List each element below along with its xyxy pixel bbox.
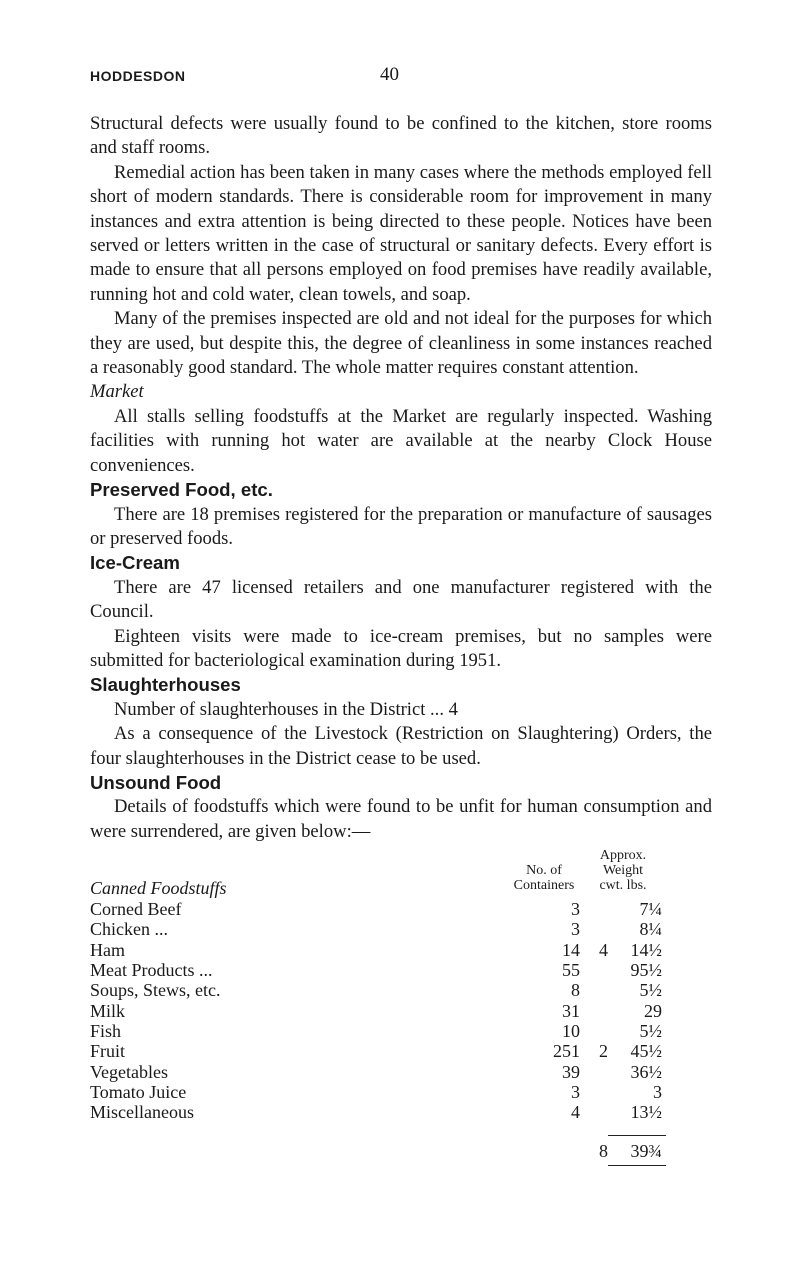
paragraph-ice-cream-retailers: There are 47 licensed retailers and one manufacturer registered with the Council. [90,576,712,623]
row-containers: 10 [562,1020,580,1041]
heading-ice-cream: Ice-Cream [90,552,180,574]
containers-header-line: Containers [513,878,575,894]
row-containers: 3 [571,919,580,940]
row-cwt: 2 [599,1041,608,1062]
table-row [90,1001,712,1022]
row-cwt: 4 [599,939,608,960]
heading-market: Market [90,381,144,403]
row-item: Miscellaneous [90,1102,194,1123]
total-rule-top [608,1135,666,1136]
table-row [90,1102,712,1123]
row-item: Fruit [90,1041,126,1062]
paragraph-preserved-food: There are 18 premises registered for the preparation or manufacture of sausages or preserved foods. [90,503,712,549]
row-item: Milk [90,1000,126,1021]
body-text [90,112,712,844]
row-item: Vegetables [90,1061,168,1082]
row-lbs: 13½ [630,1102,662,1123]
row-item: Fish [90,1020,122,1041]
row-lbs: 7¼ [639,899,662,920]
row-containers: 55 [562,960,580,981]
total-cwt: 8 [599,1141,608,1162]
row-lbs: 3 [653,1081,662,1102]
table-row [90,919,712,940]
weight-header-line: Weight [602,863,644,879]
canned-foodstuffs-table [90,848,712,1162]
row-lbs: 5½ [639,1020,662,1041]
row-containers: 14 [562,939,580,960]
weight-header-line: cwt. lbs. [599,878,647,894]
header-title: HODDESDON [90,68,186,84]
row-item: Chicken ... [90,919,168,940]
row-containers: 3 [571,1081,580,1102]
row-containers: 31 [562,1000,580,1021]
paragraph-structural-defects: Structural defects were usually found to be confined to the kitchen, store rooms and staff rooms. [90,113,712,159]
table-caption: Canned Foodstuffs [90,878,227,899]
row-lbs: 8¼ [639,919,662,940]
table-row [90,1062,712,1083]
paragraph-slaughterhouse-count: Number of slaughterhouses in the District ... 4 [114,698,458,720]
row-containers: 8 [571,980,580,1001]
table-total-row [90,1141,712,1162]
table-row [90,940,712,961]
table-row [90,960,712,981]
paragraph-remedial-action: Remedial action has been taken in many cases where the methods employed fell short of modern standards. There is considerable room for improvement in many instances and extra attention is being directed to these people. Notices have been served or letters written in the case of structural or sanitary defects. Every effort is made to ensure that all persons employed on food premises have readily available, running hot and cold water, clean towels, and soap. [90,161,712,305]
row-item: Soups, Stews, etc. [90,980,221,1001]
row-item: Ham [90,939,125,960]
table-row [90,899,712,920]
running-header [90,64,712,90]
heading-unsound-food: Unsound Food [90,771,222,793]
row-lbs: 29 [644,1000,662,1021]
paragraph-ice-cream-visits: Eighteen visits were made to ice-cream premises, but no samples were submitted for bacteriological examination during 1951. [90,625,712,671]
row-containers: 3 [571,899,580,920]
heading-preserved-food: Preserved Food, etc. [90,479,273,501]
row-containers: 4 [571,1102,580,1123]
paragraph-slaughterhouse-orders: As a consequence of the Livestock (Restriction on Slaughtering) Orders, the four slaughterhouses in the District cease to be used. [90,723,712,769]
row-lbs: 14½ [630,939,662,960]
row-item: Meat Products ... [90,960,213,981]
row-containers: 39 [562,1061,580,1082]
document-page [90,64,712,1162]
table-row [90,980,712,1001]
row-lbs: 36½ [630,1061,662,1082]
table-row [90,1041,712,1062]
row-containers: 251 [553,1041,580,1062]
column-header-containers [494,863,594,893]
heading-slaughterhouses: Slaughterhouses [90,674,241,696]
row-lbs: 95½ [630,960,662,981]
paragraph-premises-condition: Many of the premises inspected are old and not ideal for the purposes for which they are used, but despite this, the degree of cleanliness in some instances reached a reasonably good standard. The whole matter requires constant attention. [90,308,712,379]
total-lbs: 39¾ [630,1141,662,1162]
paragraph-unsound-food: Details of foodstuffs which were found to be unfit for human consumption and were surrendered, are given below:— [90,796,712,842]
table-row [90,1021,712,1042]
total-rule-bottom [608,1165,666,1166]
row-item: Tomato Juice [90,1081,187,1102]
row-item: Corned Beef [90,899,182,920]
row-lbs: 5½ [639,980,662,1001]
table-row [90,1082,712,1103]
weight-header-line: Approx. [599,848,647,864]
paragraph-market: All stalls selling foodstuffs at the Market are regularly inspected. Washing facilities with running hot water are available at the nearby Clock House conveniences. [90,405,712,476]
row-lbs: 45½ [630,1041,662,1062]
page-number: 40 [380,64,399,85]
containers-header-line: No. of [526,863,562,879]
